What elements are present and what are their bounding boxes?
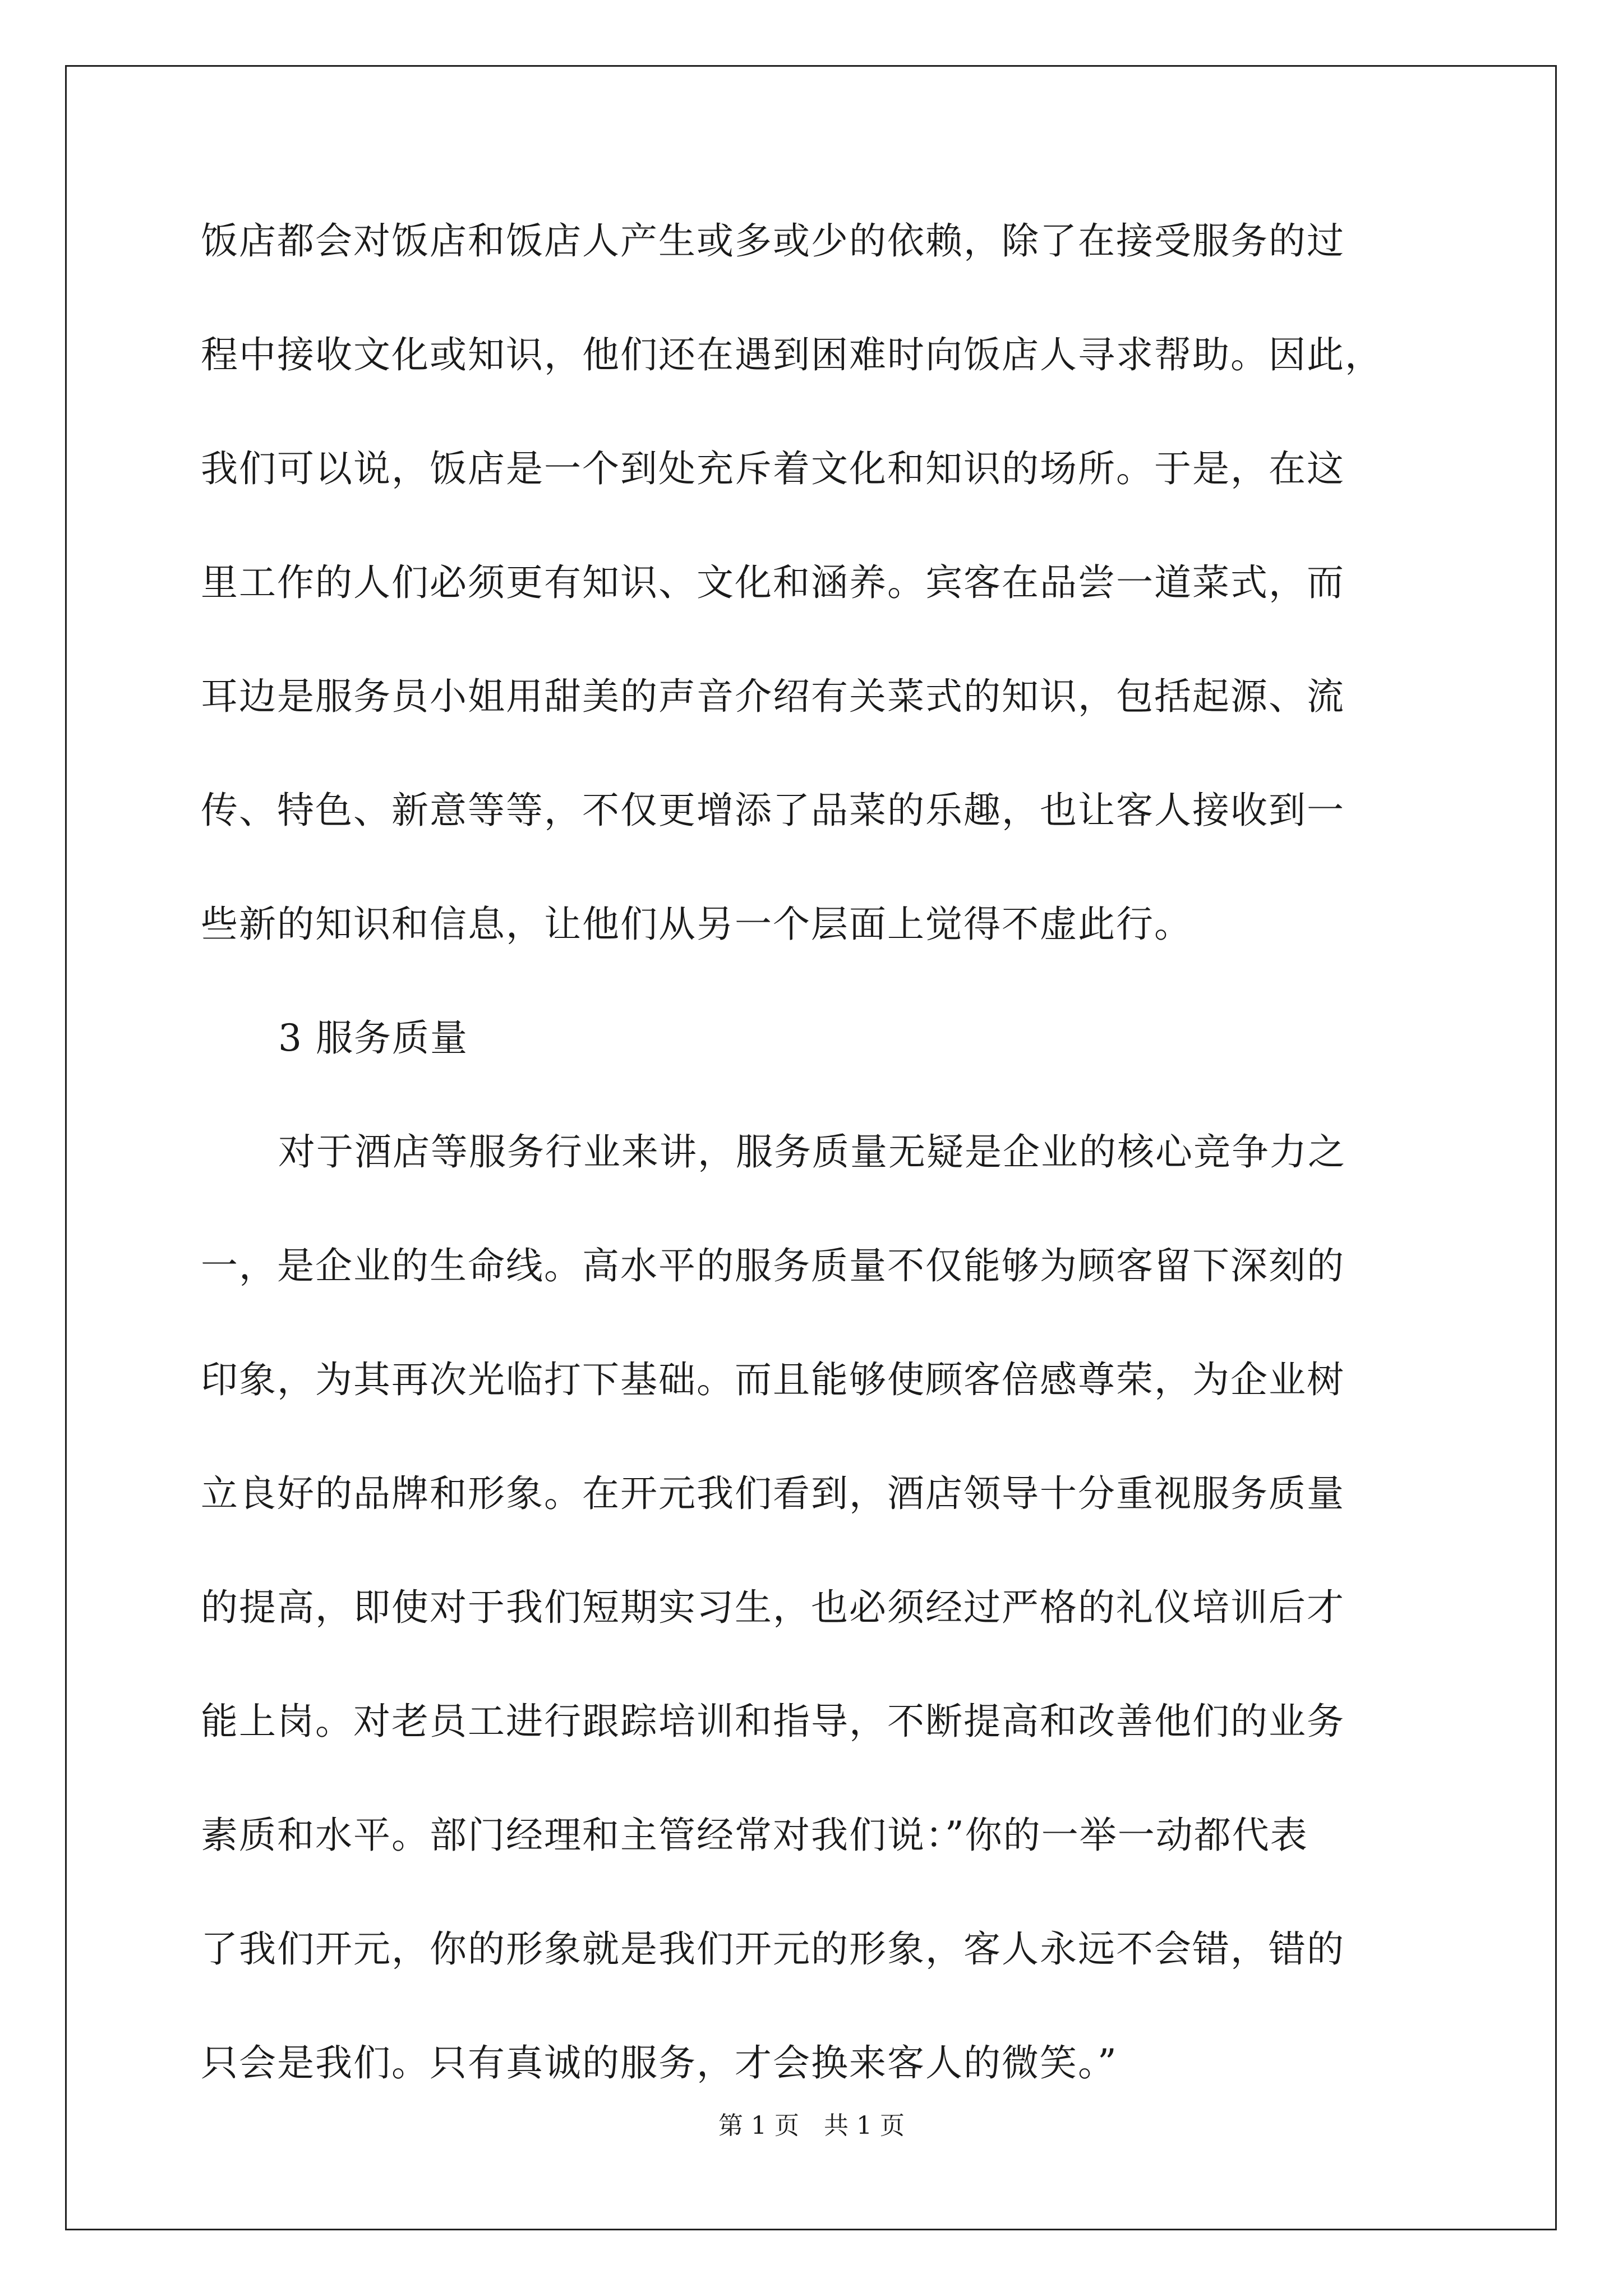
- page-footer: 第 1 页 共 1 页: [718, 2111, 905, 2140]
- text-line: 了我们开元，你的形象就是我们开元的形象，客人永远不会错，错的: [201, 1927, 1345, 1971]
- text-line: 耳边是服务员小姐用甜美的声音介绍有关菜式的知识，包括起源、流: [201, 675, 1345, 718]
- text-line: 我们可以说，饭店是一个到处充斥着文化和知识的场所。于是，在这: [201, 447, 1345, 490]
- text-line: 素质和水平。部门经理和主管经常对我们说：”你的一举一动都代表: [201, 1814, 1308, 1857]
- text-line: 些新的知识和信息，让他们从另一个层面上觉得不虚此行。: [201, 903, 1192, 946]
- text-line: 程中接收文化或知识，他们还在遇到困难时向饭店人寻求帮助。因此，: [201, 333, 1383, 376]
- text-line: 里工作的人们必须更有知识、文化和涵养。宾客在品尝一道菜式，而: [201, 561, 1345, 604]
- text-line: 能上岗。对老员工进行跟踪培训和指导，不断提高和改善他们的业务: [201, 1700, 1345, 1743]
- paragraph-first-line: 对于酒店等服务行业来讲，服务质量无疑是企业的核心竞争力之: [278, 1130, 1346, 1174]
- document-body: [201, 216, 1457, 2152]
- text-line: 的提高，即使对于我们短期实习生，也必须经过严格的礼仪培训后才: [201, 1586, 1345, 1629]
- text-line: 一，是企业的生命线。高水平的服务质量不仅能够为顾客留下深刻的: [201, 1244, 1345, 1287]
- text-line: 立良好的品牌和形象。在开元我们看到，酒店领导十分重视服务质量: [201, 1472, 1345, 1515]
- section-heading: 3 服务质量: [278, 1016, 468, 1060]
- text-line: 传、特色、新意等等，不仅更增添了品菜的乐趣，也让客人接收到一: [201, 789, 1345, 832]
- text-line: 印象，为其再次光临打下基础。而且能够使顾客倍感尊荣，为企业树: [201, 1358, 1345, 1401]
- text-line: 只会是我们。只有真诚的服务，才会换来客人的微笑。”: [201, 2041, 1118, 2085]
- text-line: 饭店都会对饭店和饭店人产生或多或少的依赖，除了在接受服务的过: [201, 219, 1345, 263]
